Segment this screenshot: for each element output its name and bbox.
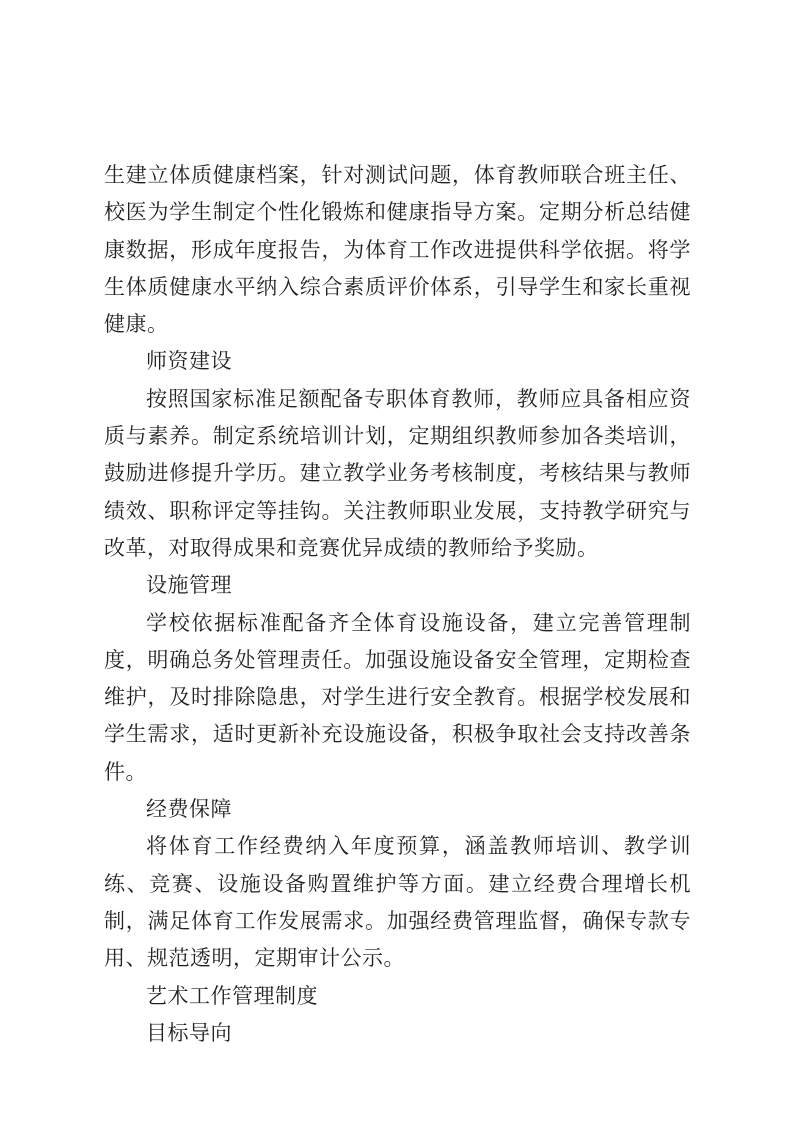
heading-funding-guarantee: 经费保障 — [146, 797, 232, 822]
heading-teacher-staffing: 师资建设 — [146, 349, 232, 374]
para-health-records-continuation: 生建立体质健康档案，针对测试问题，体育教师联合班主任、校医为学生制定个性化锻炼和健康指导方案。定期分析总结健康数据，形成年度报告，为体育工作改进提供科学依据。将学生体质健康水平纳入综合素质评价体系，引导学生和家长重视健康。 — [104, 163, 691, 337]
document-text-body — [104, 157, 691, 1052]
para-funding-guarantee: 将体育工作经费纳入年度预算，涵盖教师培训、教学训练、竞赛、设施设备购置维护等方面。建立经费合理增长机制，满足体育工作发展需求。加强经费管理监督，确保专款专用、规范透明，定期审计公示。 — [104, 834, 691, 971]
heading-facility-management: 设施管理 — [146, 573, 232, 598]
heading-goal-orientation: 目标导向 — [146, 1020, 232, 1045]
heading-art-work-management-system: 艺术工作管理制度 — [146, 983, 318, 1008]
para-facility-management: 学校依据标准配备齐全体育设施设备，建立完善管理制度，明确总务处管理责任。加强设施设备安全管理，定期检查维护，及时排除隐患，对学生进行安全教育。根据学校发展和学生需求，适时更新补充设施设备，积极争取社会支持改善条件。 — [104, 610, 691, 784]
para-teacher-staffing: 按照国家标准足额配备专职体育教师，教师应具备相应资质与素养。制定系统培训计划，定期组织教师参加各类培训，鼓励进修提升学历。建立教学业务考核制度，考核结果与教师绩效、职称评定等挂钩。关注教师职业发展，支持教学研究与改革，对取得成果和竞赛优异成绩的教师给予奖励。 — [104, 386, 691, 560]
